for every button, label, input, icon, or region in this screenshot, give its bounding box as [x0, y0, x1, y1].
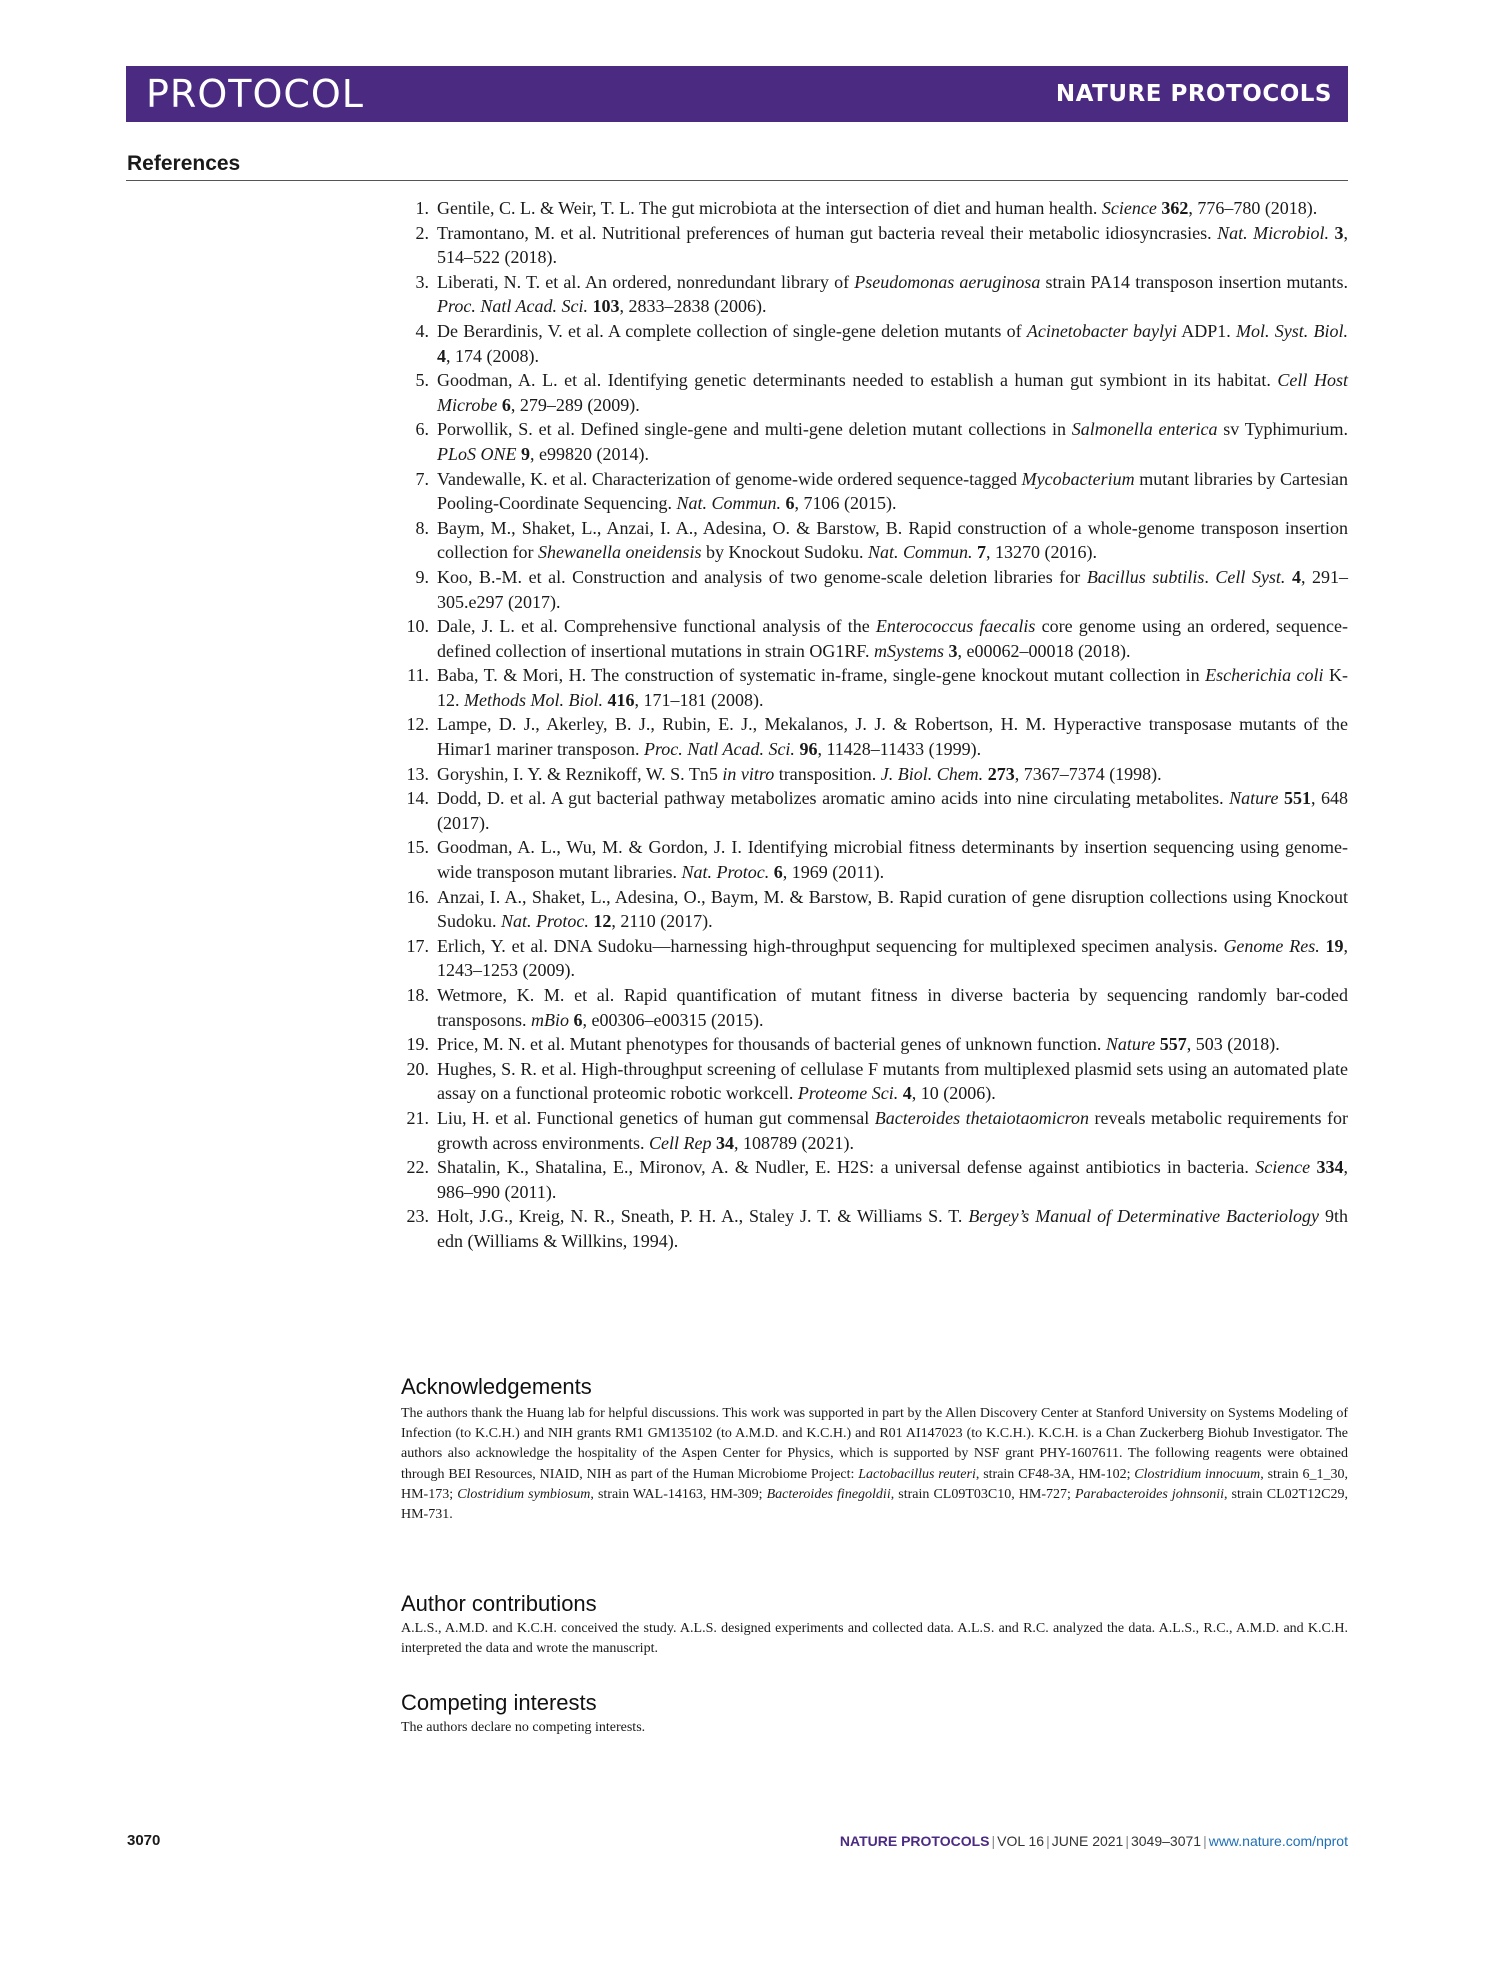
competing-interests-heading: Competing interests	[401, 1690, 597, 1715]
reference-item	[401, 417, 1348, 466]
journal-name: NATURE PROTOCOLS	[1055, 81, 1332, 107]
reference-item	[401, 663, 1348, 712]
reference-item	[401, 270, 1348, 319]
reference-item	[401, 221, 1348, 270]
reference-number: 6.	[415, 419, 429, 440]
reference-text: Price, M. N. et al. Mutant phenotypes for thousands of bacterial genes of unknown function. Nature 557, 503 (2018).	[437, 1034, 1280, 1055]
page-header-banner	[126, 66, 1348, 122]
reference-text: Baym, M., Shaket, L., Anzai, I. A., Adesina, O. & Barstow, B. Rapid construction of a whole-genome transposon insertion collection for Shewanella oneidensis by Knockout Sudoku. Nat. Commun. 7, 13270 (2016).	[437, 517, 1348, 563]
footer-pages: 3049–3071	[1130, 1833, 1202, 1849]
reference-text: Hughes, S. R. et al. High-throughput screening of cellulase F mutants from multiplexed plasmid sets using an automated plate assay on a functional proteomic robotic workcell. Proteome Sci. 4, 10 (2006).	[437, 1058, 1348, 1104]
author-contributions-text: A.L.S., A.M.D. and K.C.H. conceived the study. A.L.S. designed experiments and collected data. A.L.S. and R.C. analyzed the data. A.L.S., R.C., A.M.D. and K.C.H. interpreted the data and wrote the manuscript.	[401, 1621, 1348, 1657]
reference-text: Tramontano, M. et al. Nutritional preferences of human gut bacteria reveal their metabolic idiosyncrasies. Nat. Microbiol. 3, 514–522 (2018).	[437, 222, 1348, 268]
section-type-label: PROTOCOL	[146, 72, 364, 116]
reference-text: Goodman, A. L. et al. Identifying genetic determinants needed to establish a human gut symbiont in its habitat. Cell Host Microbe 6, 279–289 (2009).	[437, 370, 1348, 415]
footer-journal: NATURE PROTOCOLS	[839, 1833, 990, 1849]
reference-text: Baba, T. & Mori, H. The construction of systematic in-frame, single-gene knockout mutant collection in Escherichia coli K-12. Methods Mol. Biol. 416, 171–181 (2008).	[437, 665, 1348, 710]
reference-number: 17.	[406, 935, 429, 956]
reference-item	[401, 1106, 1348, 1155]
reference-number: 1.	[415, 198, 429, 218]
reference-text: Anzai, I. A., Shaket, L., Adesina, O., Baym, M. & Barstow, B. Rapid curation of gene disruption collections using Knockout Sudoku. Nat. Protoc. 12, 2110 (2017).	[437, 886, 1348, 932]
reference-number: 12.	[406, 714, 429, 735]
footer-citation: NATURE PROTOCOLS | VOL 16 | JUNE 2021 | 3049–3071 | www.nature.com/nprot	[839, 1833, 1348, 1849]
reference-item	[401, 934, 1348, 983]
footer-date: JUNE 2021	[1051, 1833, 1124, 1849]
reference-item	[401, 1204, 1348, 1253]
reference-text: Porwollik, S. et al. Defined single-gene and multi-gene deletion mutant collections in Salmonella enterica sv Typhimurium. PLoS ONE 9, e99820 (2014).	[437, 419, 1348, 464]
reference-item	[401, 467, 1348, 516]
acknowledgements-heading: Acknowledgements	[401, 1374, 592, 1399]
page-number: 3070	[127, 1832, 161, 1849]
reference-item	[401, 835, 1348, 884]
reference-number: 23.	[406, 1206, 429, 1227]
reference-text: Gentile, C. L. & Weir, T. L. The gut microbiota at the intersection of diet and human health. Science 362, 776–780 (2018).	[437, 198, 1318, 218]
footer-volume: VOL 16	[997, 1833, 1045, 1849]
reference-number: 11.	[407, 665, 429, 686]
reference-number: 13.	[406, 763, 429, 784]
reference-text: Holt, J.G., Kreig, N. R., Sneath, P. H. A., Staley J. T. & Williams S. T. Bergey’s Manual of Determinative Bacteriology 9th edn (Williams & Willkins, 1994).	[437, 1206, 1348, 1251]
reference-number: 18.	[406, 985, 429, 1005]
author-contributions-heading: Author contributions	[401, 1591, 597, 1616]
reference-number: 5.	[415, 370, 429, 391]
reference-text: Koo, B.-M. et al. Construction and analysis of two genome-scale deletion libraries for Bacillus subtilis. Cell Syst. 4, 291–305.e297 (2017).	[437, 566, 1349, 612]
reference-list	[401, 196, 1348, 1254]
reference-item	[401, 368, 1348, 417]
reference-text: Dale, J. L. et al. Comprehensive functional analysis of the Enterococcus faecalis core genome using an ordered, sequence-defined collection of insertional mutations in strain OG1RF. mSystems 3, e00062–00018 (2018).	[437, 616, 1348, 661]
reference-number: 8.	[415, 517, 429, 538]
reference-number: 22.	[406, 1157, 429, 1178]
reference-text: Erlich, Y. et al. DNA Sudoku—harnessing high-throughput sequencing for multiplexed specimen analysis. Genome Res. 19, 1243–1253 (2009).	[437, 935, 1348, 981]
reference-number: 4.	[415, 320, 429, 341]
reference-number: 20.	[406, 1058, 429, 1079]
reference-text: Dodd, D. et al. A gut bacterial pathway metabolizes aromatic amino acids into nine circulating metabolites. Nature 551, 648 (2017).	[437, 788, 1349, 833]
reference-item	[401, 319, 1348, 368]
reference-number: 9.	[415, 566, 429, 587]
reference-text: Lampe, D. J., Akerley, B. J., Rubin, E. J., Mekalanos, J. J. & Robertson, H. M. Hyperactive transposase mutants of the Himar1 mariner transposon. Proc. Natl Acad. Sci. 96, 11428–11433 (1999).	[437, 714, 1348, 760]
reference-number: 7.	[415, 468, 429, 489]
reference-text: Goryshin, I. Y. & Reznikoff, W. S. Tn5 in vitro transposition. J. Biol. Chem. 273, 7367–7374 (1998).	[437, 763, 1162, 784]
reference-number: 10.	[406, 616, 429, 637]
reference-text: Liberati, N. T. et al. An ordered, nonredundant library of Pseudomonas aeruginosa strain PA14 transposon insertion mutants. Proc. Natl Acad. Sci. 103, 2833–2838 (2006).	[437, 271, 1348, 317]
reference-item	[401, 565, 1348, 614]
reference-number: 19.	[406, 1034, 429, 1055]
reference-number: 21.	[406, 1107, 429, 1128]
reference-text: De Berardinis, V. et al. A complete collection of single-gene deletion mutants of Acinetobacter baylyi ADP1. Mol. Syst. Biol. 4, 174 (2008).	[437, 320, 1348, 366]
acknowledgements-text: The authors thank the Huang lab for helpful discussions. This work was supported in part by the Allen Discovery Center at Stanford University on Systems Modeling of Infection (to K.C.H.) and NIH grants RM1 GM135102 (to A.M.D. and K.C.H.) and R01 AI147023 (to K.C.H.). K.C.H. is a Chan Zuckerberg Biohub Investigator. The authors also acknowledge the hospitality of the Aspen Center for Physics, which is supported by NSF grant PHY-1607611. The following reagents were obtained through BEI Resources, NIAID, NIH as part of the Human Microbiome Project: Lactobacillus reuteri, strain CF48-3A, HM-102; Clostridium innocuum, strain 6_1_30, HM-173; Clostridium symbiosum, strain WAL-14163, HM-309; Bacteroides finegoldii, strain CL09T03C10, HM-727; Parabacteroides johnsonii, strain CL02T12C29, HM-731.	[401, 1406, 1349, 1523]
competing-interests-text: The authors declare no competing interests.	[401, 1720, 646, 1735]
reference-item	[401, 1032, 1348, 1057]
reference-text: Liu, H. et al. Functional genetics of human gut commensal Bacteroides thetaiotaomicron reveals metabolic requirements for growth across environments. Cell Rep 34, 108789 (2021).	[437, 1107, 1348, 1153]
reference-text: Wetmore, K. M. et al. Rapid quantification of mutant fitness in diverse bacteria by sequencing randomly bar-coded transposons. mBio 6, e00306–e00315 (2015).	[437, 985, 1348, 1030]
reference-number: 3.	[415, 271, 429, 292]
references-divider	[126, 180, 1348, 181]
reference-item	[401, 1155, 1348, 1204]
reference-item	[401, 712, 1348, 761]
reference-number: 2.	[415, 222, 429, 243]
reference-number: 14.	[406, 788, 429, 809]
reference-text: Vandewalle, K. et al. Characterization of genome-wide ordered sequence-tagged Mycobacterium mutant libraries by Cartesian Pooling-Coordinate Sequencing. Nat. Commun. 6, 7106 (2015).	[437, 468, 1348, 514]
references-heading: References	[127, 152, 241, 175]
reference-item	[401, 885, 1348, 934]
reference-item	[401, 983, 1348, 1032]
reference-number: 15.	[406, 837, 429, 858]
reference-item	[401, 614, 1348, 663]
reference-item	[401, 516, 1348, 565]
reference-item	[401, 196, 1348, 221]
reference-item	[401, 1057, 1348, 1106]
reference-number: 16.	[406, 886, 429, 907]
reference-item	[401, 762, 1348, 787]
footer-url-link[interactable]: www.nature.com/nprot	[1208, 1833, 1348, 1849]
reference-text: Goodman, A. L., Wu, M. & Gordon, J. I. Identifying microbial fitness determinants by insertion sequencing using genome-wide transposon mutant libraries. Nat. Protoc. 6, 1969 (2011).	[437, 837, 1348, 883]
reference-item	[401, 786, 1348, 835]
reference-text: Shatalin, K., Shatalina, E., Mironov, A. & Nudler, E. H2S: a universal defense against antibiotics in bacteria. Science 334, 986–990 (2011).	[437, 1157, 1349, 1202]
